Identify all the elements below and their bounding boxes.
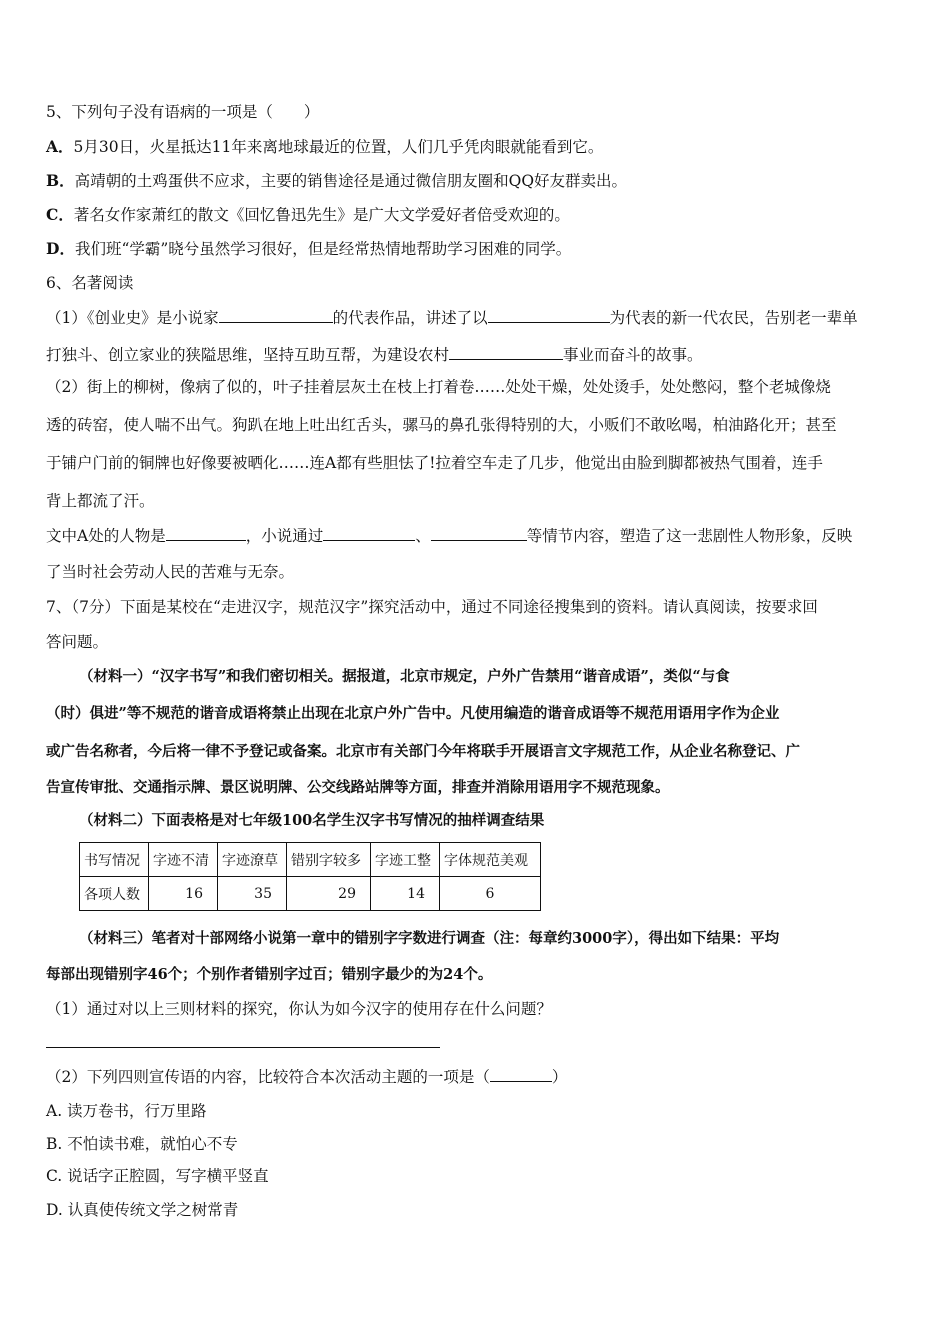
material1-line4: 告宣传审批、交通指示牌、景区说明牌、公交线路站牌等方面，排查并消除用语用字不规范现象。	[46, 779, 670, 796]
survey-table	[79, 842, 541, 911]
q6-title: 6、名著阅读	[46, 274, 134, 292]
option-label: A．	[46, 137, 74, 156]
answer-blank[interactable]	[431, 524, 527, 541]
table-row-label: 各项人数	[80, 877, 149, 911]
answer-blank[interactable]	[219, 306, 333, 323]
q7-option-c: C. 说话字正腔圆，写字横平竖直	[46, 1167, 269, 1185]
material1-line3: 或广告名称者，今后将一律不予登记或备案。北京市有关部门今年将联手开展语言文字规范工作，从企业名称登记、广	[46, 743, 800, 760]
option-text: 我们班“学霸”晓兮虽然学习很好，但是经常热情地帮助学习困难的同学。	[74, 240, 572, 258]
option-label: C．	[46, 205, 74, 224]
q7-stem-line1: 7、（7分）下面是某校在“走进汉字，规范汉字”探究活动中，通过不同途径搜集到的资料。请认真阅读，按要求回	[46, 598, 818, 616]
text: 打独斗、创立家业的狭隘思维，坚持互助互帮，为建设农村	[46, 346, 450, 364]
q6-p2-line4: 背上都流了汗。	[46, 492, 155, 510]
text: （2）下列四则宣传语的内容，比较符合本次活动主题的一项是（	[46, 1068, 490, 1086]
q7-option-a: A. 读万卷书，行万里路	[46, 1102, 207, 1120]
q6-p1-line2	[46, 343, 703, 366]
text: 文中A处的人物是	[46, 527, 166, 545]
q7-stem-line2: 答问题。	[46, 633, 109, 651]
text: ，小说通过	[245, 527, 324, 545]
table-header-cell: 错别字较多	[287, 843, 371, 877]
q7-sub1: （1）通过对以上三则材料的探究，你认为如今汉字的使用存在什么问题？	[46, 1000, 552, 1018]
answer-blank[interactable]	[488, 306, 610, 323]
table-cell: 14	[371, 877, 440, 911]
option-label: D．	[46, 239, 75, 258]
table-row	[80, 877, 541, 911]
material1-line1: （材料一）“汉字书写”和我们密切相关。据报道，北京市规定，户外广告禁用“谐音成语”，类似“与食	[79, 668, 730, 685]
material2-title: （材料二）下面表格是对七年级100名学生汉字书写情况的抽样调查结果	[79, 812, 545, 829]
q6-p3-line2: 了当时社会劳动人民的苦难与无奈。	[46, 563, 295, 581]
table-header-cell: 字迹工整	[371, 843, 440, 877]
answer-blank[interactable]	[449, 343, 563, 360]
answer-line[interactable]	[46, 1047, 440, 1048]
answer-blank[interactable]	[166, 524, 246, 541]
material3-line1: （材料三）笔者对十部网络小说第一章中的错别字字数进行调查（注：每章约3000字），得出如下结果：平均	[79, 930, 780, 947]
table-header-cell: 字体规范美观	[440, 843, 541, 877]
text: 等情节内容，塑造了这一悲剧性人物形象，反映	[526, 527, 853, 545]
q6-p2-line3: 于铺户门前的铜牌也好像要被晒化……连A都有些胆怯了!拉着空车走了几步，他觉出由脸到脚都被热气围着，连手	[46, 454, 823, 472]
table-header-row	[80, 843, 541, 877]
table-cell: 16	[149, 877, 218, 911]
option-text: 著名女作家萧红的散文《回忆鲁迅先生》是广大文学爱好者倍受欢迎的。	[73, 206, 570, 224]
table-header-cell: 书写情况	[80, 843, 149, 877]
option-text: 高靖朝的土鸡蛋供不应求，主要的销售途径是通过微信朋友圈和QQ好友群卖出。	[74, 172, 628, 190]
q6-p2-line2: 透的砖窑，使人喘不出气。狗趴在地上吐出红舌头，骡马的鼻孔张得特别的大，小贩们不敢吆喝，柏油路化开；甚至	[46, 416, 837, 434]
table-header-cell: 字迹不清	[149, 843, 218, 877]
text: 的代表作品，讲述了以	[332, 309, 488, 327]
answer-blank[interactable]	[323, 524, 415, 541]
text: 事业而奋斗的故事。	[563, 346, 703, 364]
q6-p2-line1: （2）街上的柳树，像病了似的，叶子挂着层灰土在枝上打着卷……处处干燥，处处烫手，处处憋闷，整个老城像烧	[46, 378, 831, 396]
q5-option-a	[46, 136, 603, 158]
option-label: B．	[46, 171, 75, 190]
q5-stem: 5、下列句子没有语病的一项是（ ）	[46, 103, 320, 121]
text: （1）《创业史》是小说家	[46, 309, 219, 327]
option-text: 5月30日，火星抵达11年来离地球最近的位置，人们几乎凭肉眼就能看到它。	[73, 138, 604, 156]
table-cell: 35	[218, 877, 287, 911]
table-cell: 29	[287, 877, 371, 911]
text: ）	[551, 1068, 568, 1086]
answer-blank[interactable]	[490, 1065, 552, 1082]
material3-line2: 每部出现错别字46个；个别作者错别字过百；错别字最少的为24个。	[46, 966, 493, 983]
q6-p3-line1	[46, 524, 852, 547]
text: 、	[415, 527, 431, 545]
q5-option-c	[46, 204, 570, 226]
q7-option-d: D. 认真使传统文学之树常青	[46, 1201, 239, 1219]
q5-option-b	[46, 170, 627, 192]
q7-option-b: B. 不怕读书难，就怕心不专	[46, 1135, 238, 1153]
q7-sub2	[46, 1065, 567, 1088]
table-header-cell: 字迹潦草	[218, 843, 287, 877]
q5-option-d	[46, 238, 571, 260]
material1-line2: （时）俱进”等不规范的谐音成语将禁止出现在北京户外广告中。凡使用编造的谐音成语等不规范用语用字作为企业	[46, 705, 780, 722]
text: 为代表的新一代农民，告别老一辈单	[609, 309, 858, 327]
table-cell: 6	[440, 877, 541, 911]
q6-p1-line1	[46, 306, 858, 329]
